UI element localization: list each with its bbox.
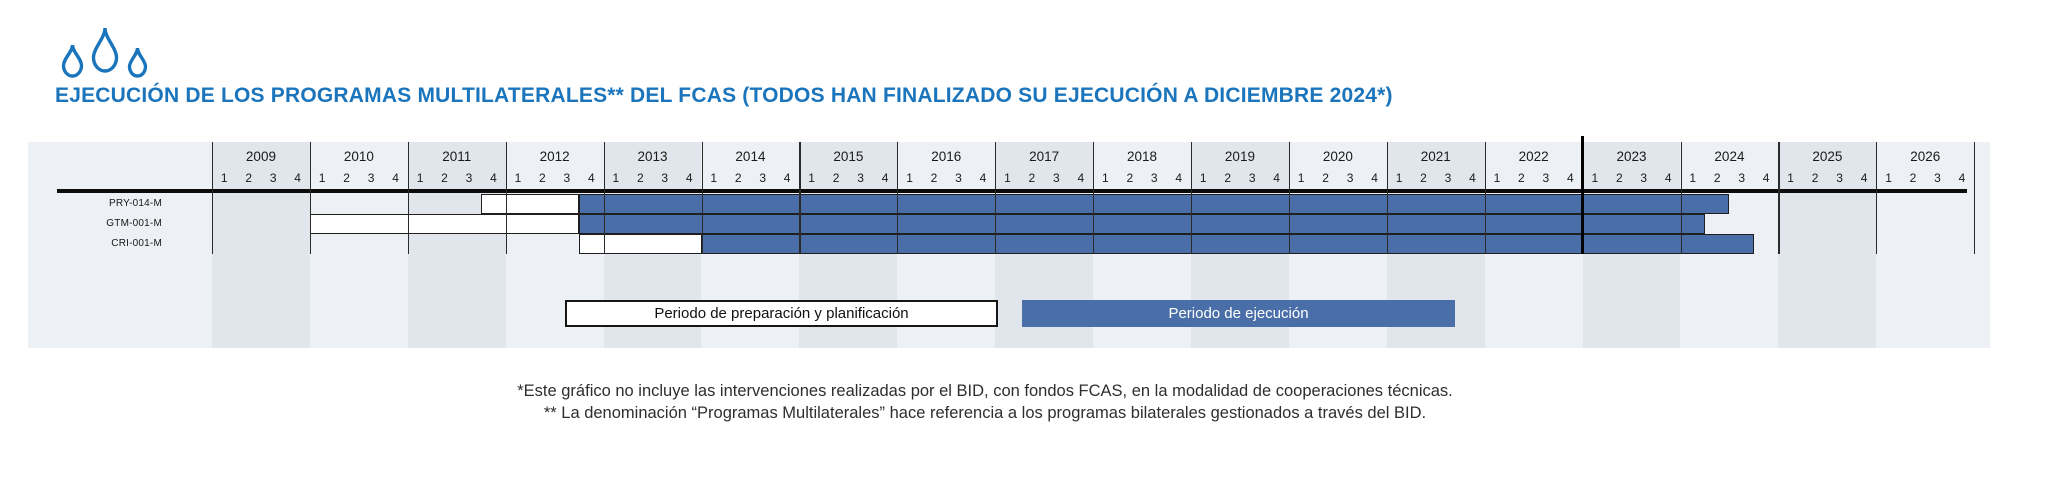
quarter-labels (1681, 169, 1779, 187)
quarter-labels (604, 169, 702, 187)
quarter-label: 4 (783, 171, 791, 185)
gantt-bar-preparation (579, 234, 701, 254)
quarter-label: 2 (832, 171, 840, 185)
quarter-label: 4 (490, 171, 497, 185)
year-gridline (408, 142, 409, 254)
year-gridline (897, 142, 898, 254)
quarter-label: 2 (1811, 171, 1819, 185)
quarter-label: 3 (1640, 171, 1648, 185)
quarter-labels (1191, 169, 1289, 187)
quarter-label: 2 (1909, 171, 1917, 185)
quarter-label: 4 (1860, 171, 1868, 185)
quarter-label: 2 (1615, 171, 1623, 185)
gantt-bar-preparation (310, 214, 579, 234)
row-label: CRI-001-M (111, 238, 162, 249)
quarter-label: 2 (539, 171, 546, 185)
gantt-bar-execution (579, 194, 1729, 214)
year-label: 2009 (245, 149, 276, 164)
year-label: 2018 (1127, 149, 1158, 164)
quarter-label: 4 (392, 171, 399, 185)
quarter-label: 4 (587, 171, 595, 185)
quarter-label: 3 (269, 171, 277, 185)
quarter-label: 2 (245, 171, 253, 185)
quarter-label: 2 (343, 171, 350, 185)
quarter-label: 2 (1126, 171, 1134, 185)
year-gridline (1093, 142, 1094, 254)
quarter-labels (1387, 169, 1485, 187)
quarter-label: 4 (1273, 171, 1280, 185)
quarter-label: 1 (1591, 171, 1599, 185)
row-label: PRY-014-M (109, 198, 162, 209)
footnotes (0, 380, 1970, 424)
gantt-bar-execution (579, 214, 1705, 234)
quarter-label: 1 (1493, 171, 1501, 185)
quarter-label: 3 (1738, 171, 1746, 185)
year-gridline (1191, 142, 1192, 254)
quarter-label: 4 (1175, 171, 1183, 185)
quarter-label: 3 (1248, 171, 1256, 185)
quarter-label: 3 (1150, 171, 1158, 185)
quarter-label: 1 (710, 171, 718, 185)
quarter-labels (408, 169, 506, 187)
year-gridline (1876, 142, 1877, 254)
quarter-labels (506, 169, 604, 187)
year-gridline (1681, 142, 1682, 254)
quarter-label: 3 (1934, 171, 1941, 185)
quarter-label: 1 (1787, 171, 1794, 185)
quarter-labels (799, 169, 897, 187)
quarter-label: 3 (759, 171, 767, 185)
quarter-label: 3 (857, 171, 864, 185)
year-label: 2026 (1910, 149, 1941, 164)
quarter-label: 2 (1224, 171, 1232, 185)
year-gridline (702, 142, 703, 254)
quarter-label: 4 (1566, 171, 1574, 185)
year-label: 2011 (442, 149, 472, 164)
quarter-labels (1485, 169, 1583, 187)
quarter-label: 4 (1077, 171, 1085, 185)
year-gridline (1485, 142, 1486, 254)
page-title: EJECUCIÓN DE LOS PROGRAMAS MULTILATERALES** DEL FCAS (TODOS HAN FINALIZADO SU EJECUCIÓN A DICIEMBRE 2024*) (55, 84, 1393, 107)
quarter-label: 1 (416, 171, 424, 185)
quarter-label: 3 (955, 171, 962, 185)
divider-line (1581, 136, 1585, 254)
quarter-label: 3 (1542, 171, 1550, 185)
quarter-label: 2 (441, 171, 448, 185)
quarter-label: 4 (1762, 171, 1770, 185)
row-label: GTM-001-M (106, 218, 162, 229)
quarter-label: 4 (1371, 171, 1378, 185)
quarter-label: 1 (808, 171, 815, 185)
quarter-labels (1778, 169, 1876, 187)
quarter-label: 2 (636, 171, 644, 185)
quarter-labels (1583, 169, 1681, 187)
quarter-label: 1 (1885, 171, 1892, 185)
quarter-labels (1093, 169, 1191, 187)
year-gridline (604, 142, 605, 254)
year-label: 2024 (1714, 149, 1745, 164)
quarter-label: 1 (1199, 171, 1207, 185)
legend-preparation: Periodo de preparación y planificación (565, 300, 998, 327)
quarter-label: 2 (1420, 171, 1427, 185)
quarter-label: 3 (465, 171, 473, 185)
quarter-label: 3 (563, 171, 571, 185)
quarter-label: 4 (1958, 171, 1966, 185)
quarter-label: 4 (685, 171, 693, 185)
year-gridline (1387, 142, 1388, 254)
quarter-label: 4 (1469, 171, 1476, 185)
quarter-label: 3 (367, 171, 375, 185)
year-label: 2025 (1812, 149, 1843, 164)
year-gridline (1289, 142, 1290, 254)
quarter-labels (1289, 169, 1387, 187)
quarter-label: 2 (734, 171, 742, 185)
quarter-labels (995, 169, 1093, 187)
quarter-label: 3 (661, 171, 669, 185)
quarter-label: 1 (318, 171, 326, 185)
year-gridline (506, 142, 507, 254)
quarter-label: 3 (1346, 171, 1354, 185)
quarter-label: 1 (1297, 171, 1305, 185)
year-label: 2013 (637, 149, 668, 164)
quarter-label: 3 (1836, 171, 1843, 185)
quarter-label: 1 (1004, 171, 1011, 185)
year-label: 2019 (1224, 149, 1255, 164)
quarter-labels (310, 169, 408, 187)
quarter-label: 3 (1444, 171, 1452, 185)
quarter-label: 1 (906, 171, 913, 185)
gantt-chart (28, 142, 1990, 348)
quarter-labels (1876, 169, 1974, 187)
quarter-label: 2 (930, 171, 938, 185)
year-gridline (310, 142, 311, 254)
year-label: 2012 (539, 149, 570, 164)
quarter-label: 4 (881, 171, 889, 185)
year-label: 2023 (1616, 149, 1647, 164)
year-label: 2022 (1518, 149, 1549, 164)
quarter-label: 4 (1664, 171, 1672, 185)
quarter-label: 4 (294, 171, 301, 185)
quarter-label: 1 (220, 171, 228, 185)
year-label: 2021 (1420, 149, 1451, 164)
quarter-labels (212, 169, 310, 187)
quarter-label: 2 (1322, 171, 1329, 185)
quarter-label: 1 (1689, 171, 1697, 185)
year-gridline (1974, 142, 1975, 254)
year-label: 2015 (833, 149, 864, 164)
quarter-labels (897, 169, 995, 187)
gantt-bar-preparation (481, 194, 579, 214)
year-label: 2016 (931, 149, 962, 164)
year-label: 2010 (343, 149, 374, 164)
year-gridline (1778, 142, 1779, 254)
legend-execution: Periodo de ejecución (1022, 300, 1455, 327)
quarter-label: 2 (1028, 171, 1036, 185)
year-label: 2020 (1322, 149, 1353, 164)
quarter-label: 3 (1053, 171, 1060, 185)
quarter-label: 1 (1101, 171, 1109, 185)
year-label: 2014 (735, 149, 766, 164)
quarter-label: 1 (1395, 171, 1403, 185)
quarter-label: 2 (1713, 171, 1721, 185)
quarter-label: 4 (979, 171, 987, 185)
quarter-label: 1 (514, 171, 522, 185)
footnote-1: *Este gráfico no incluye las intervenciones realizadas por el BID, con fondos FCAS, en la modalidad de cooperaciones técnicas. (517, 382, 1453, 400)
quarter-label: 2 (1518, 171, 1525, 185)
year-label: 2017 (1029, 149, 1060, 164)
water-drops-icon (55, 24, 155, 78)
gantt-bar-execution (702, 234, 1754, 254)
quarter-labels (702, 169, 800, 187)
footnote-2: ** La denominación “Programas Multilaterales” hace referencia a los programas bilaterales gestionados a través del BID. (543, 404, 1427, 422)
quarter-label: 1 (612, 171, 620, 185)
year-gridline (212, 142, 213, 254)
year-gridline (799, 142, 800, 254)
year-gridline (995, 142, 996, 254)
